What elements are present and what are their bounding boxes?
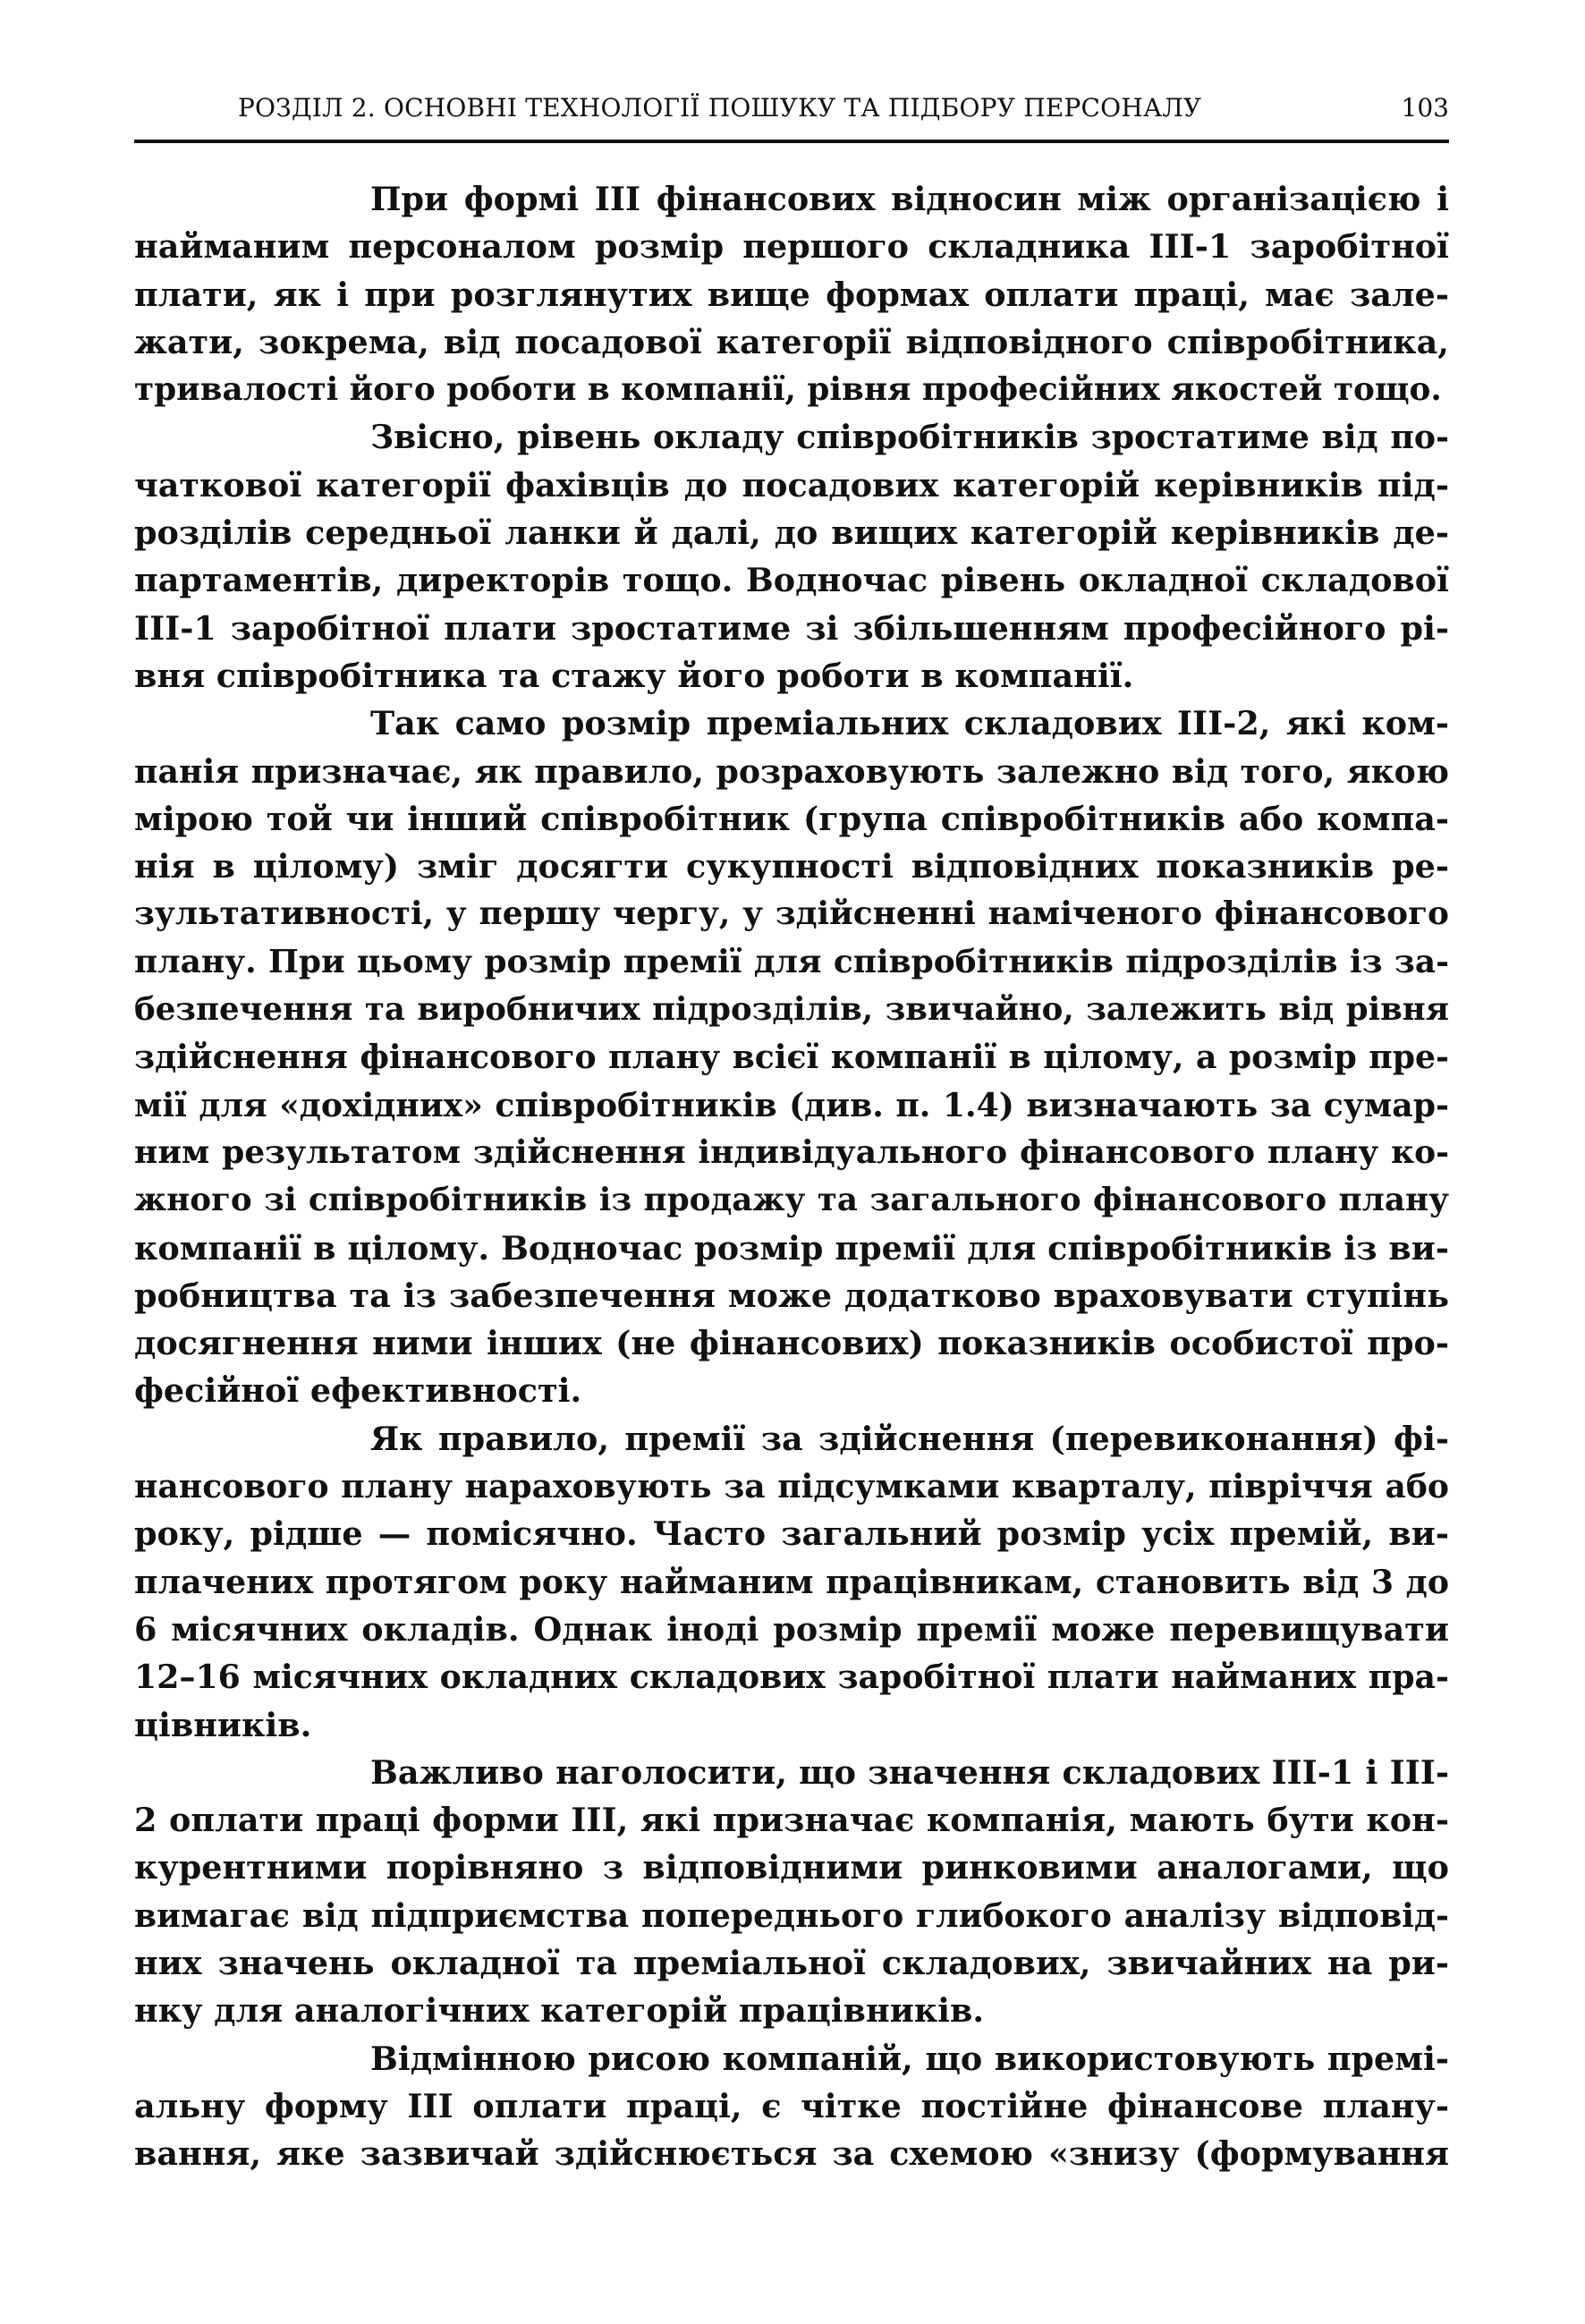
text-line: мірою той чи інший співробітник (група співробітників або компа- — [134, 799, 1449, 838]
text-line: зультативності, у першу чергу, у здійсненні наміченого фінансового — [134, 895, 1449, 933]
text-line: року, рідше — помісячно. Часто загальний розмір усіх премій, ви- — [134, 1514, 1449, 1554]
text-line: При формі III фінансових відносин між організацією і — [370, 180, 1449, 218]
text-line: Як правило, премії за здійснення (перевиконання) фі- — [370, 1419, 1449, 1458]
paragraph — [134, 413, 1449, 700]
text-line: нку для аналогічних категорій працівників. — [134, 1991, 985, 2031]
text-line: III-1 заробітної плати зростатиме зі збільшенням професійного рі- — [134, 608, 1449, 648]
text-line: 6 місячних окладів. Однак іноді розмір премії може перевищувати — [134, 1609, 1449, 1649]
text-line: Так само розмір преміальних складових III-2, які ком- — [370, 704, 1449, 743]
text-line: тривалості його роботи в компанії, рівня професійних якостей тощо. — [134, 370, 1442, 409]
text-line: жного зі співробітників із продажу та загального фінансового плану — [134, 1181, 1449, 1219]
text-line: розділів середньої ланки й далі, до вищих категорій керівників де- — [134, 513, 1449, 553]
text-line: партаментів, директорів тощо. Водночас рівень окладної складової — [134, 561, 1449, 600]
text-line: курентними порівняно з відповідними ринковими аналогами, що — [134, 1848, 1449, 1887]
text-line: вання, яке зазвичай здійснюється за схемою «знизу (формування — [134, 2134, 1449, 2174]
text-line: досягнення ними інших (не фінансових) показників особистої про- — [134, 1324, 1449, 1363]
text-line: Важливо наголосити, що значення складових III-1 і III- — [370, 1752, 1449, 1792]
text-line: вимагає від підприємства попереднього глибокого аналізу відповід- — [134, 1896, 1449, 1935]
paragraph — [134, 2035, 1449, 2178]
text-line: безпечення та виробничих підрозділів, звичайно, залежить від рівня — [134, 991, 1449, 1029]
text-line: панія призначає, як правило, розраховують залежно від того, якою — [134, 751, 1449, 791]
text-line: вня співробітника та стажу його роботи в компанії. — [134, 656, 1134, 695]
text-line: них значень окладної та преміальної складових, звичайних на ри- — [134, 1943, 1449, 1982]
body-text — [134, 175, 1449, 2177]
text-line: плану. При цьому розмір премії для співробітників підрозділів із за- — [134, 942, 1449, 980]
page-header — [134, 89, 1449, 143]
text-line: робництва та із забезпечення може додатково враховувати ступінь — [134, 1276, 1449, 1315]
text-line: 12–16 місячних окладних складових заробітної плати найманих пра- — [134, 1658, 1449, 1697]
text-line: 2 оплати праці форми III, які призначає компанія, мають бути кон- — [134, 1801, 1449, 1840]
paragraph — [134, 1749, 1449, 2035]
text-line: Звісно, рівень окладу співробітників зростатиме від по- — [370, 418, 1449, 457]
text-line: найманим персоналом розмір першого складника III-1 заробітної — [134, 227, 1449, 267]
paragraph — [134, 175, 1449, 413]
text-line: нансового плану нараховують за підсумками кварталу, півріччя або — [134, 1467, 1449, 1506]
text-line: плачених протягом року найманим працівникам, становить від 3 до — [134, 1562, 1449, 1601]
paragraph — [134, 1415, 1449, 1749]
text-line: мії для «дохідних» співробітників (див. п. 1.4) визначають за сумар- — [134, 1085, 1449, 1124]
text-line: жати, зокрема, від посадової категорії відповідного співробітника, — [134, 322, 1449, 361]
text-line: цівників. — [134, 1705, 312, 1744]
text-line: альну форму III оплати праці, є чітке постійне фінансове плану- — [134, 2086, 1449, 2125]
text-line: компанії в цілому. Водночас розмір премії для співробітників із ви- — [134, 1228, 1449, 1268]
text-line: здійснення фінансового плану всієї компанії в цілому, а розмір пре- — [134, 1038, 1449, 1077]
text-line: нія в цілому) зміг досягти сукупності відповідних показників ре- — [134, 847, 1449, 886]
paragraph — [134, 700, 1449, 1414]
text-line: фесійної ефективності. — [134, 1371, 582, 1411]
page-number: 103 — [1401, 93, 1449, 123]
text-line: плати, як і при розглянутих вище формах оплати праці, має зале- — [134, 275, 1449, 314]
text-line: Відмінною рисою компаній, що використовують премі- — [370, 2039, 1449, 2078]
running-title: РОЗДІЛ 2. ОСНОВНІ ТЕХНОЛОГІЇ ПОШУКУ ТА ПІДБОРУ ПЕРСОНАЛУ — [238, 93, 1202, 123]
text-line: ним результатом здійснення індивідуального фінансового плану ко- — [134, 1132, 1449, 1171]
text-line: чаткової категорії фахівців до посадових категорій керівників під- — [134, 465, 1449, 505]
